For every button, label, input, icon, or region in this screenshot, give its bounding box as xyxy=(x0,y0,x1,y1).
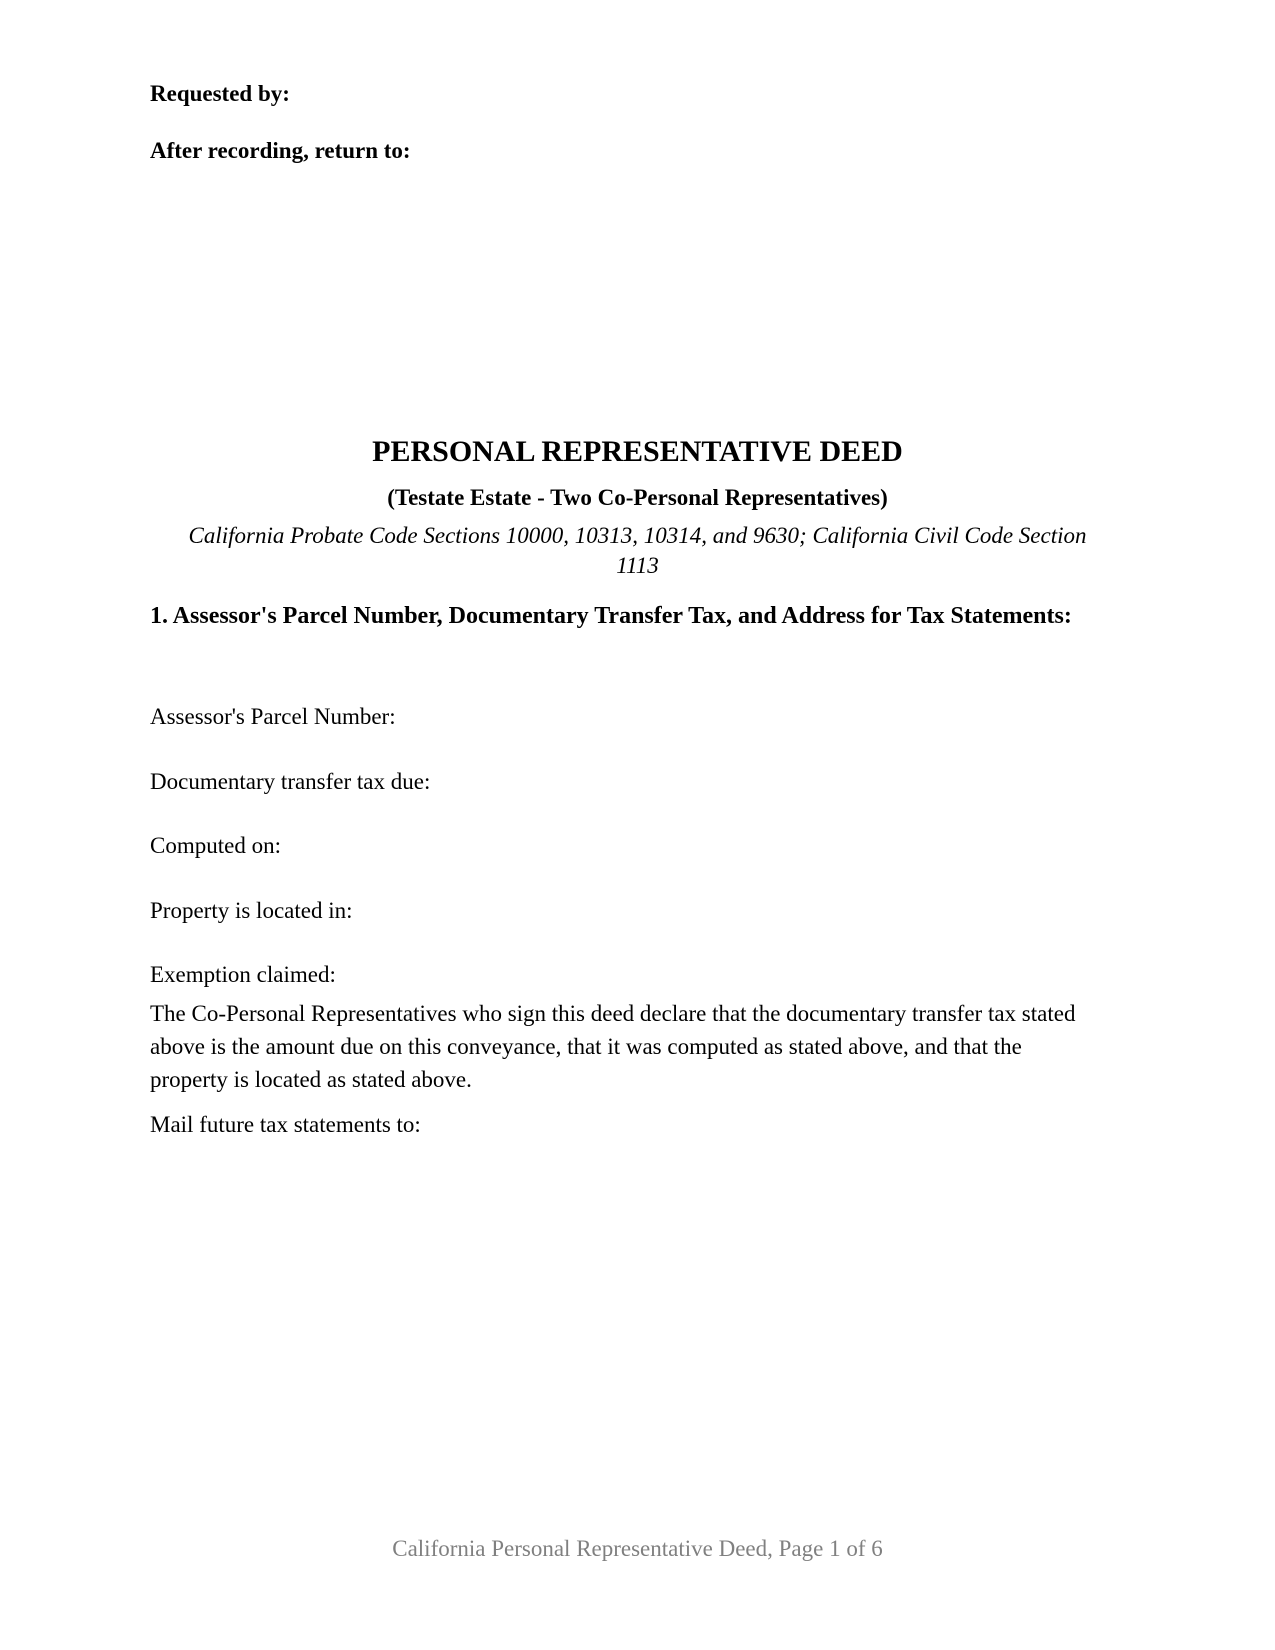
section-1-heading: 1. Assessor's Parcel Number, Documentary Transfer Tax, and Address for Tax Statements: xyxy=(150,603,1072,629)
return-to-label: After recording, return to: xyxy=(150,138,411,163)
apn-label: Assessor's Parcel Number: xyxy=(150,704,396,729)
requested-by-label: Requested by: xyxy=(150,81,290,106)
exemption-label: Exemption claimed: xyxy=(150,962,336,987)
statute-reference: California Probate Code Sections 10000, 10313, 10314, and 9630; California Civil Code Section 1113 xyxy=(188,523,1087,578)
declaration-paragraph: The Co-Personal Representatives who sign this deed declare that the documentary transfer tax stated above is the amount due on this conveyance, that it was computed as stated above, and that the property is located as stated above. xyxy=(150,1001,1076,1092)
property-location-label: Property is located in: xyxy=(150,898,353,923)
document-subtitle: (Testate Estate - Two Co-Personal Representatives) xyxy=(387,485,888,510)
transfer-tax-label: Documentary transfer tax due: xyxy=(150,769,431,794)
computed-on-label: Computed on: xyxy=(150,833,281,858)
page-footer: California Personal Representative Deed, Page 1 of 6 xyxy=(392,1536,883,1561)
document-title: PERSONAL REPRESENTATIVE DEED xyxy=(372,435,903,468)
mail-tax-statements-label: Mail future tax statements to: xyxy=(150,1112,421,1137)
